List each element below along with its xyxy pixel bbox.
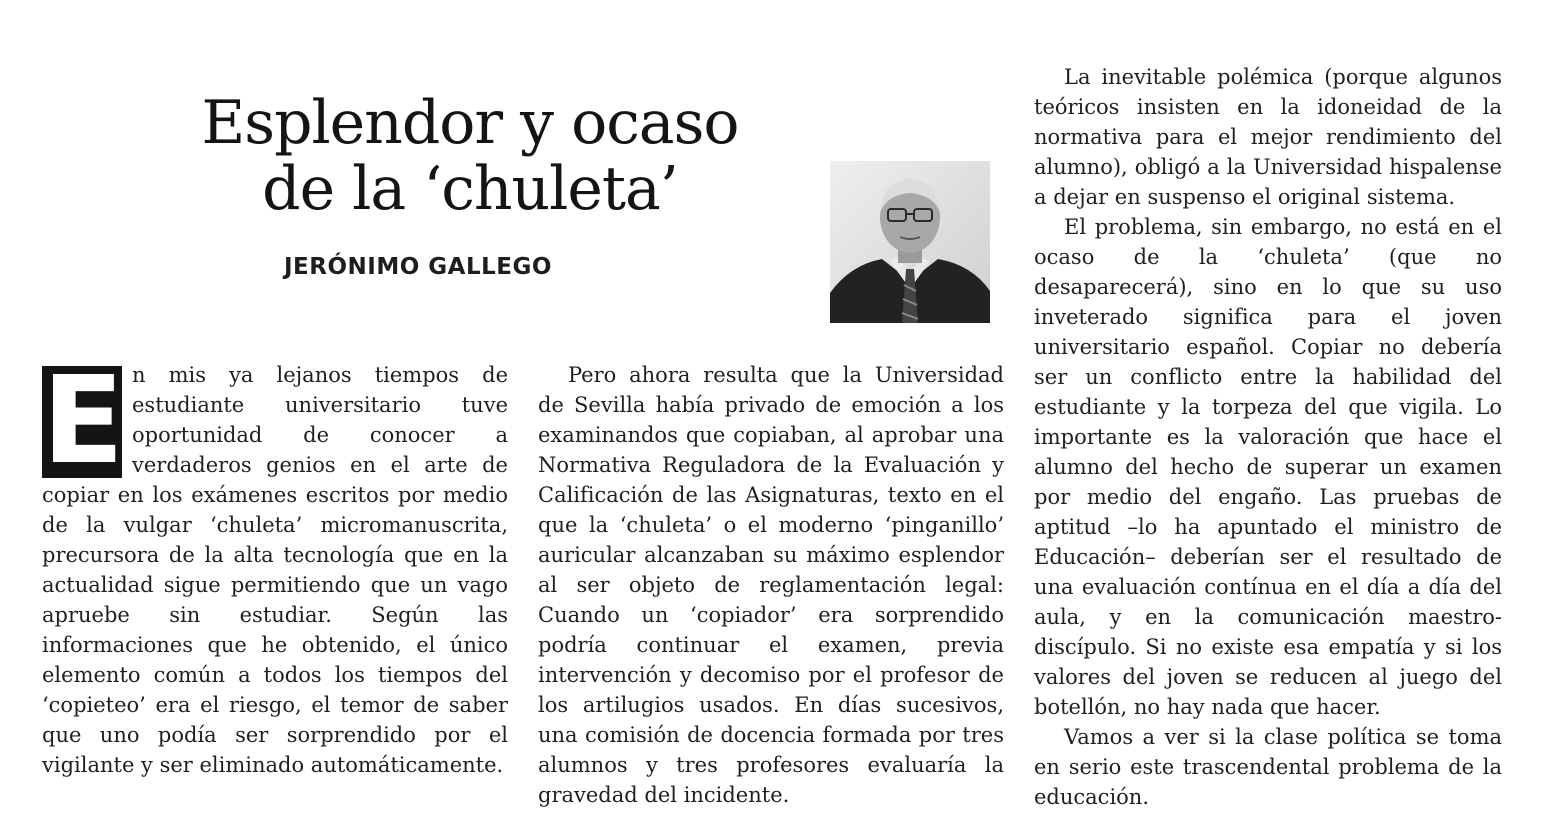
author-portrait-icon — [830, 161, 990, 323]
column-3 — [1034, 62, 1502, 812]
drop-cap: E — [42, 352, 124, 491]
headline — [150, 90, 790, 222]
column-2 — [538, 360, 1004, 810]
paragraph: Pero ahora resulta que la Universidad de Sevilla había privado de emoción a los examinandos que copiaban, al aprobar una Normativa Reguladora de la Evaluación y Calificación de las Asignaturas, texto en el que la ‘chuleta’ o el moderno ‘pinganillo’ auricular alcanzaban su máximo esplendor al ser objeto de reglamentación legal: Cuando un ‘copiador’ era sorprendido podría continuar el examen, previa intervención y decomiso por el profesor de los artilugios usados. En días sucesivos, una comisión de docencia formada por tres alumnos y tres profesores evaluaría la gravedad del incidente. — [538, 363, 1004, 807]
paragraph: n mis ya lejanos tiempos de estudiante universitario tuve oportunidad de conocer a verdaderos genios en el arte de copiar en los exámenes escritos por medio de la vulgar ‘chuleta’ micromanuscrita, precursora de la alta tecnología que en la actualidad sigue permitiendo que un vago apruebe sin estudiar. Según las informaciones que he obtenido, el único elemento común a todos los tiempos del ‘copieteo’ era el riesgo, el temor de saber que uno podía ser sorprendido por el vigilante y ser eliminado automáticamente. — [42, 363, 508, 777]
author-byline: JERÓNIMO GALLEGO — [284, 254, 552, 280]
column-1 — [42, 352, 508, 780]
headline-line-1: Esplendor y ocaso — [201, 88, 739, 158]
paragraph: Vamos a ver si la clase política se toma en serio este trascendental problema de la educación. — [1034, 725, 1502, 809]
paragraph: El problema, sin embargo, no está en el ocaso de la ‘chuleta’ (que no desaparecerá), sino en lo que su uso inveterado significa para el joven universitario español. Copiar no debería ser un conflicto entre la habilidad del estudiante y la torpeza del que vigila. Lo importante es la valoración que hace el alumno del hecho de superar un examen por medio del engaño. Las pruebas de aptitud –lo ha apuntado el ministro de Educación– deberían ser el resultado de una evaluación contínua en el día a día del aula, y en la comunicación maestro-discípulo. Si no existe esa empatía y si los valores del joven se reducen al juego del botellón, no hay nada que hacer. — [1034, 215, 1502, 719]
headline-line-2: de la ‘chuleta’ — [262, 154, 678, 224]
paragraph: La inevitable polémica (porque algunos teóricos insisten en la idoneidad de la normativa para el mejor rendimiento del alumno), obligó a la Universidad hispalense a dejar en suspenso el original sistema. — [1034, 65, 1502, 209]
